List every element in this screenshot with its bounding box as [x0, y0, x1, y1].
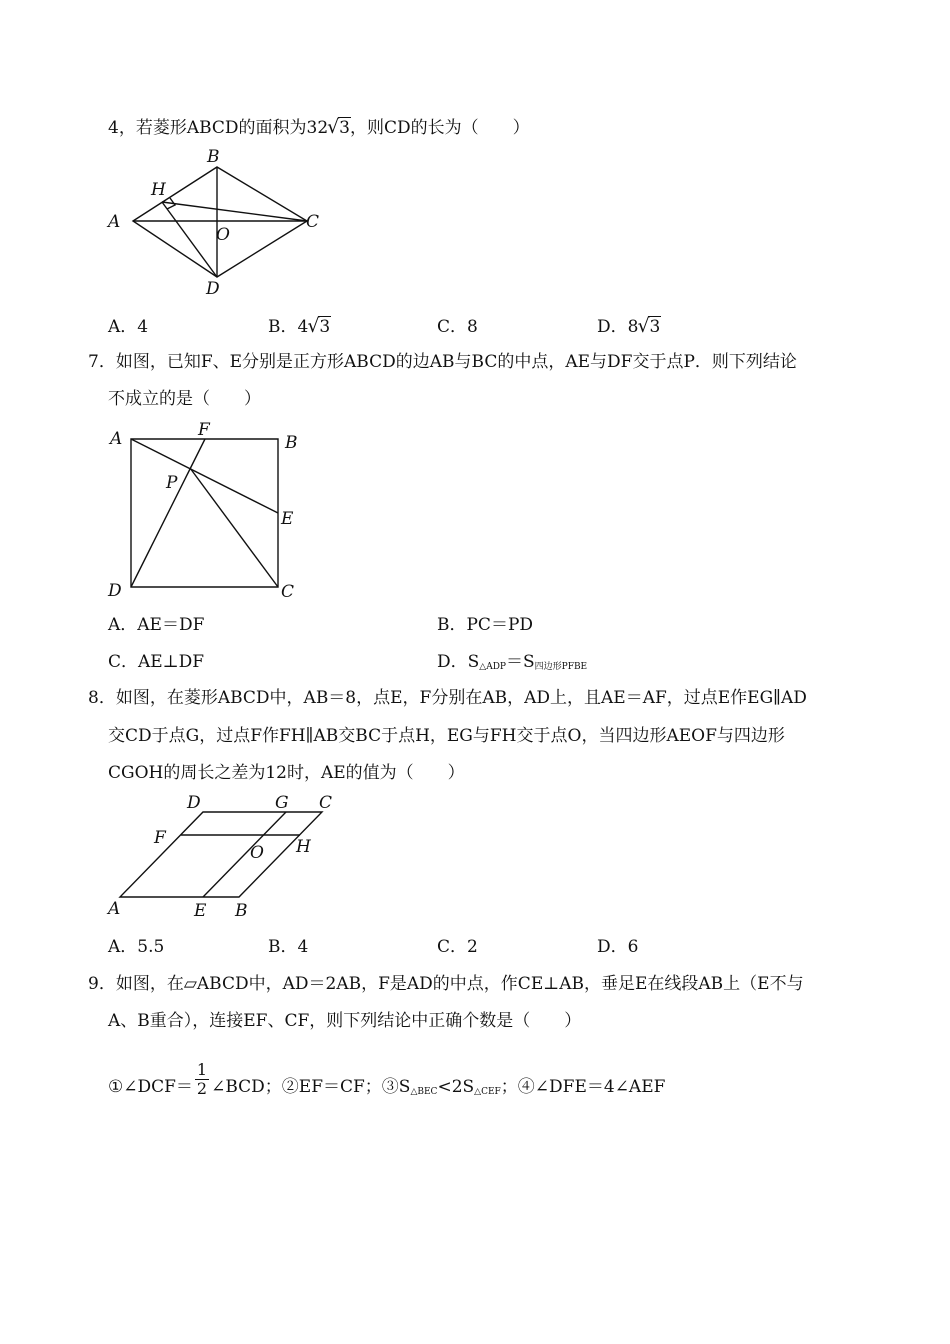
q8-stem-line2: 交CD于点G，过点F作FH∥AB交BC于点H，EG与FH交于点O，当四边形AEOF与四边形: [108, 726, 785, 746]
q8-option-b: B．4: [268, 937, 309, 957]
label-D: D: [187, 793, 201, 813]
square-ABCD: [131, 439, 278, 587]
label-E: E: [194, 901, 207, 921]
q8-rhombus-figure: [100, 790, 350, 925]
label-A: A: [108, 212, 121, 232]
segment-HC: [162, 202, 307, 221]
q7-stem-line2: 不成立的是（ ）: [108, 389, 261, 409]
segment-DF: [131, 439, 205, 587]
q7-stem-line1: 7．如图，已知F、E分别是正方形ABCD的边AB与BC的中点，AE与DF交于点P．则下列结论: [88, 352, 797, 372]
q7-option-d: D．$S_{\triangle ADP}=S_{四边形PFBE}$: [437, 652, 588, 672]
q8-option-a: A．5.5: [108, 937, 165, 957]
label-H: H: [296, 837, 311, 857]
label-B: B: [285, 433, 298, 453]
label-O: O: [250, 843, 264, 863]
q4-rhombus-figure: [100, 145, 330, 305]
label-D: D: [206, 279, 220, 299]
q4-stem: [108, 120, 530, 137]
label-E: E: [281, 509, 294, 529]
q8-option-c: C．2: [437, 937, 478, 957]
q8-option-d: D．6: [597, 937, 639, 957]
q8-stem-line1: 8．如图，在菱形ABCD中，AB＝8，点E，F分别在AB，AD上，且AE＝AF，过点E作EG∥AD: [88, 688, 807, 708]
q4-option-d: D．8√ 3: [597, 319, 660, 336]
rhombus-ABCD: [120, 812, 322, 897]
q4-stem-tail: ，则CD的长为（ ）: [350, 118, 530, 138]
segment-EG: [203, 812, 286, 897]
q7-option-b: B．PC＝PD: [437, 615, 534, 635]
segment-HD: [162, 202, 217, 277]
label-G: G: [275, 793, 289, 813]
label-A: A: [110, 429, 123, 449]
q4-option-a: A．4: [108, 317, 149, 337]
q9-stem-line2: A、B重合），连接EF、CF，则下列结论中正确个数是（ ）: [108, 1011, 582, 1031]
label-F: F: [198, 420, 210, 440]
label-B: B: [207, 147, 220, 167]
label-D: D: [108, 581, 122, 601]
q7-square-figure: [100, 420, 320, 605]
label-H: H: [151, 180, 166, 200]
fraction-one-half: $\frac{1}{2}$: [196, 1060, 208, 1098]
label-B: B: [235, 901, 248, 921]
q9-conclusions: ①∠DCF＝ $\frac{1}{2}$ ∠BCD；②EF＝CF；$③S_{\triangle BEC}<2S_{\triangle CEF}$；④∠DFE＝4∠AEF: [108, 1060, 666, 1098]
segment-PC: [190, 468, 278, 587]
q9-stem-line1: 9．如图，在▱ABCD中，AD＝2AB，F是AD的中点，作CE⊥AB，垂足E在线段AB上（E不与: [88, 974, 804, 994]
segment-AE: [131, 439, 278, 513]
sqrt-symbol: √ 3: [329, 120, 350, 137]
label-A: A: [108, 899, 121, 919]
q8-stem-line3: CGOH的周长之差为12时，AE的值为（ ）: [108, 763, 465, 783]
q7-option-c: C．AE⊥DF: [108, 652, 205, 672]
q4-option-b: B．4√ 3: [268, 319, 330, 336]
label-P: P: [166, 473, 178, 493]
label-O: O: [216, 225, 230, 245]
sqrt-symbol: √ 3: [639, 319, 660, 336]
label-C: C: [306, 212, 320, 232]
label-F: F: [154, 828, 166, 848]
q4-stem-text: 4，若菱形ABCD的面积为32: [108, 118, 329, 138]
label-C: C: [319, 793, 333, 813]
label-C: C: [281, 582, 295, 602]
q4-option-c: C．8: [437, 317, 478, 337]
q7-option-a: A．AE＝DF: [108, 615, 205, 635]
sqrt-symbol: √ 3: [309, 319, 330, 336]
